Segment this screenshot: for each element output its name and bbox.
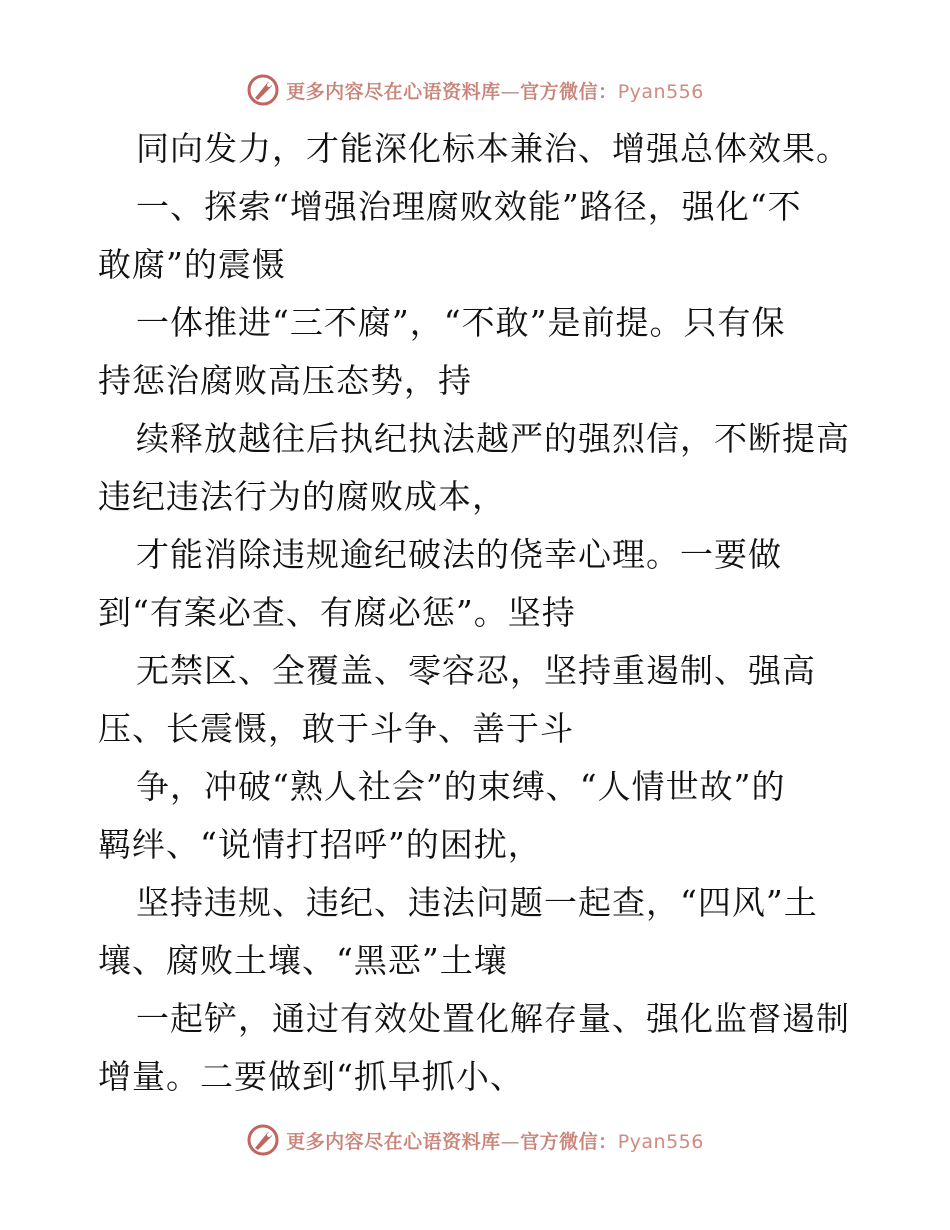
body-line: 违纪违法行为的腐败成本， bbox=[98, 477, 506, 516]
watermark-text bbox=[286, 1127, 704, 1154]
body-line: 敢腐”的震慑 bbox=[98, 245, 286, 284]
watermark-separator: — bbox=[500, 1130, 521, 1153]
body-line: 同向发力，才能深化标本兼治、增强总体效果。 bbox=[136, 129, 850, 168]
body-line: 增量。二要做到“抓早抓小、 bbox=[98, 1057, 524, 1096]
body-line: 争，冲破“熟人社会”的束缚、“人情世故”的 bbox=[136, 767, 786, 806]
body-line: 到“有案必查、有腐必惩”。坚持 bbox=[98, 593, 576, 632]
header-watermark bbox=[0, 68, 950, 112]
body-line: 羁绊、“说情打招呼”的困扰， bbox=[98, 825, 542, 864]
watermark-official: 官方微信： bbox=[520, 1130, 618, 1153]
watermark-main: 更多内容尽在心语资料库 bbox=[286, 80, 501, 103]
pen-nib-logo-icon bbox=[246, 1123, 280, 1157]
watermark-official: 官方微信： bbox=[520, 80, 618, 103]
body-line: 一、探索“增强治理腐败效能”路径，强化“不 bbox=[136, 187, 802, 226]
watermark-text bbox=[286, 77, 704, 104]
pen-nib-logo-icon bbox=[246, 73, 280, 107]
watermark-handle: Pyan556 bbox=[617, 80, 704, 103]
watermark-handle: Pyan556 bbox=[617, 1130, 704, 1153]
document-body bbox=[98, 120, 858, 1106]
body-line: 才能消除违规逾纪破法的侥幸心理。一要做 bbox=[136, 535, 782, 574]
body-line: 一起铲，通过有效处置化解存量、强化监督遏制 bbox=[136, 999, 850, 1038]
watermark-separator: — bbox=[500, 80, 521, 103]
body-line: 壤、腐败土壤、“黑恶”土壤 bbox=[98, 941, 508, 980]
body-line: 一体推进“三不腐”，“不敢”是前提。只有保 bbox=[136, 303, 786, 342]
body-line: 压、长震慑，敢于斗争、善于斗 bbox=[98, 709, 574, 748]
body-line: 续释放越往后执纪执法越严的强烈信，不断提高 bbox=[136, 419, 850, 458]
body-line: 持惩治腐败高压态势，持 bbox=[98, 361, 472, 400]
watermark-main: 更多内容尽在心语资料库 bbox=[286, 1130, 501, 1153]
body-line: 坚持违规、违纪、违法问题一起查，“四风”土 bbox=[136, 883, 818, 922]
body-line: 无禁区、全覆盖、零容忍，坚持重遏制、强高 bbox=[136, 651, 816, 690]
footer-watermark bbox=[0, 1118, 950, 1162]
